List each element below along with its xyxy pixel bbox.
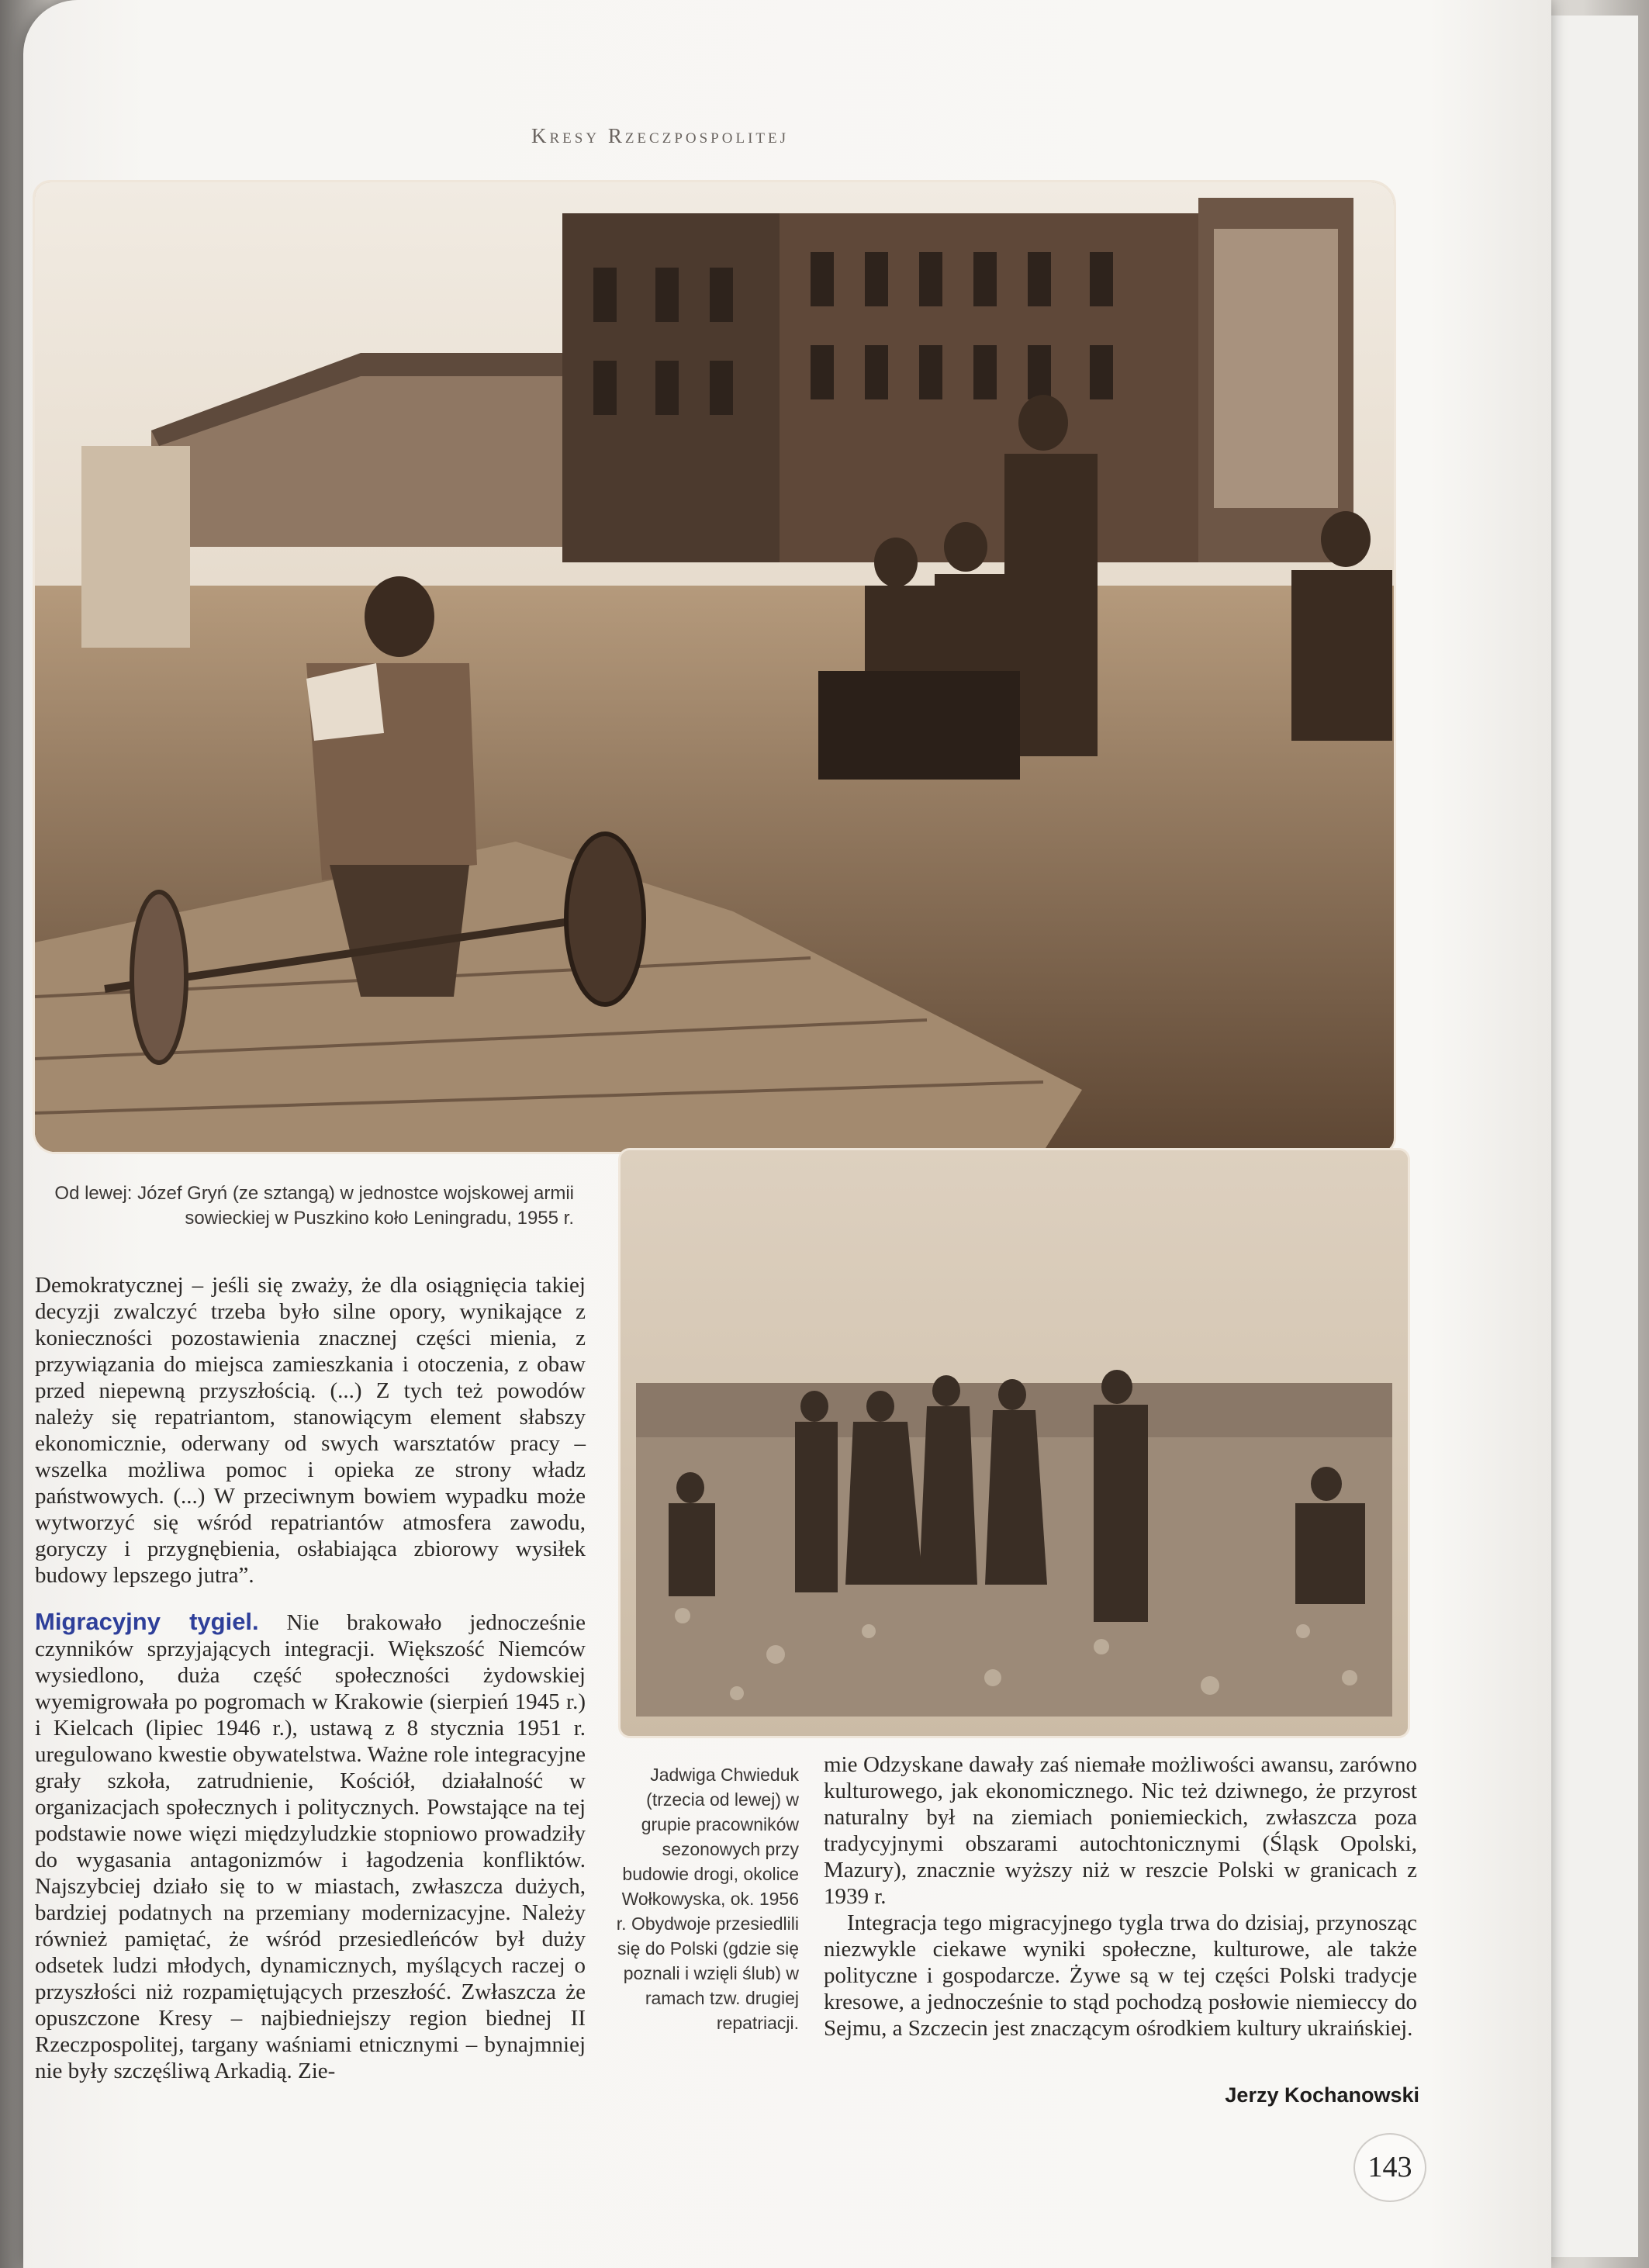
paragraph: Demokratycznej – jeśli się zważy, że dla osiągnięcia takiej decyzji zwalczyć trzeba było silne opory, wynikające z konieczności pozostawienia znacznej części mienia, z przywiązania do miejsca zamieszkania i otoczenia, z obaw przed niepewną przyszłością. (...) Z tych też powodów należy się repatriantom, stanowiącym element słabszy ekonomicznie, oderwany od swych warsztatów pracy – wszelka możliwa pomoc i opieka ze strony władz państwowych. (...) W przeciwnym bowiem wypadku może wytworzyć się wśród repatriantów atmosfera zawodu, goryczy i przygnębienia, osłabiająca zbiorowy wysiłek budowy lepszego jutra”. bbox=[35, 1273, 586, 1588]
article-left-column bbox=[35, 1272, 586, 2084]
article-right-column bbox=[824, 1751, 1417, 2042]
paragraph: Integracja tego migracyjnego tygla trwa do dzisiaj, przynosząc niezwykle ciekawe wyniki społeczne, kulturowe, ale także polityczne i gospodarcze. Żywe są w tej części Polski tradycje kresowe, a jednocześnie to stąd pochodzą posłowie niemieccy do Sejmu, a Szczecin jest znaczącym ośrodkiem kultury ukraińskiej. bbox=[824, 1910, 1417, 2041]
photo-caption-top: Od lewej: Józef Gryń (ze sztangą) w jednostce wojskowej armii sowieckiej w Puszkino koło Leningradu, 1955 r. bbox=[54, 1183, 574, 1229]
photo-road-workers bbox=[621, 1150, 1408, 1736]
paragraph: mie Odzyskane dawały zaś niemałe możliwości awansu, zarówno kulturowego, jak ekonomicznego. Nic też dziwnego, że przyrost naturalny był na ziemiach poniemieckich, zwłaszcza poza tradycyjnymi obszarami autochtonicznymi (Śląsk Opolski, Mazury), znacznie wyższy niż w reszcie Polski w granicach z 1939 r. bbox=[824, 1752, 1417, 1909]
author-signature: Jerzy Kochanowski bbox=[1225, 2083, 1419, 2107]
paragraph-text: Nie brakowało jednocześnie czynników sprzyjających integracji. Większość Niemców wysiedlono, duża część społeczności żydowskiej wyemigrowała po pogromach w Krakowie (sierpień 1945 r.) i Kielcach (lipiec 1946 r.), ustawą z 8 stycznia 1951 r. uregulowano kwestie obywatelstwa. Ważne role integracyjne grały szkoła, zatrudnienie, Kościół, działalność w organizacjach społecznych i politycznych. Powstające na tej podstawie nowe więzi międzyludzkie stopniowo prowadziły do wygasania antagonizmów i łagodzenia konfliktów. Najszybciej działo się to w miastach, zwłaszcza dużych, bardziej podatnych na przemiany modernizacyjne. Należy również pamiętać, że wśród przesiedleńców był duży odsetek ludzi młodych, dynamicznych, myślących raczej o przyszłości niż rozpamiętujących przeszłość. Zwłaszcza że opuszczone Kresy – najbiedniejszy region biednej II Rzeczpospolitej, targany waśniami etnicznymi – bynajmniej nie były szczęśliwą Arkadią. Zie- bbox=[35, 1610, 586, 2083]
photo-weightlifter bbox=[35, 182, 1394, 1152]
section-heading: Migracyjny tygiel. bbox=[35, 1608, 259, 1635]
photo-caption-bottom: Jadwiga Chwieduk (trzecia od lewej) w grupie pracowników sezonowych przy budowie drogi, okolice Wołkowyska, ok. 1956 r. Obydwoje przesiedlili się do Polski (gdzie się poznali i wzięli ślub) w ramach tzw. drugiej repatriacji. bbox=[616, 1765, 799, 2033]
page-number: 143 bbox=[1353, 2133, 1426, 2202]
running-title: Kresy Rzeczpospolitej bbox=[531, 124, 789, 147]
paragraph bbox=[35, 1609, 586, 2084]
